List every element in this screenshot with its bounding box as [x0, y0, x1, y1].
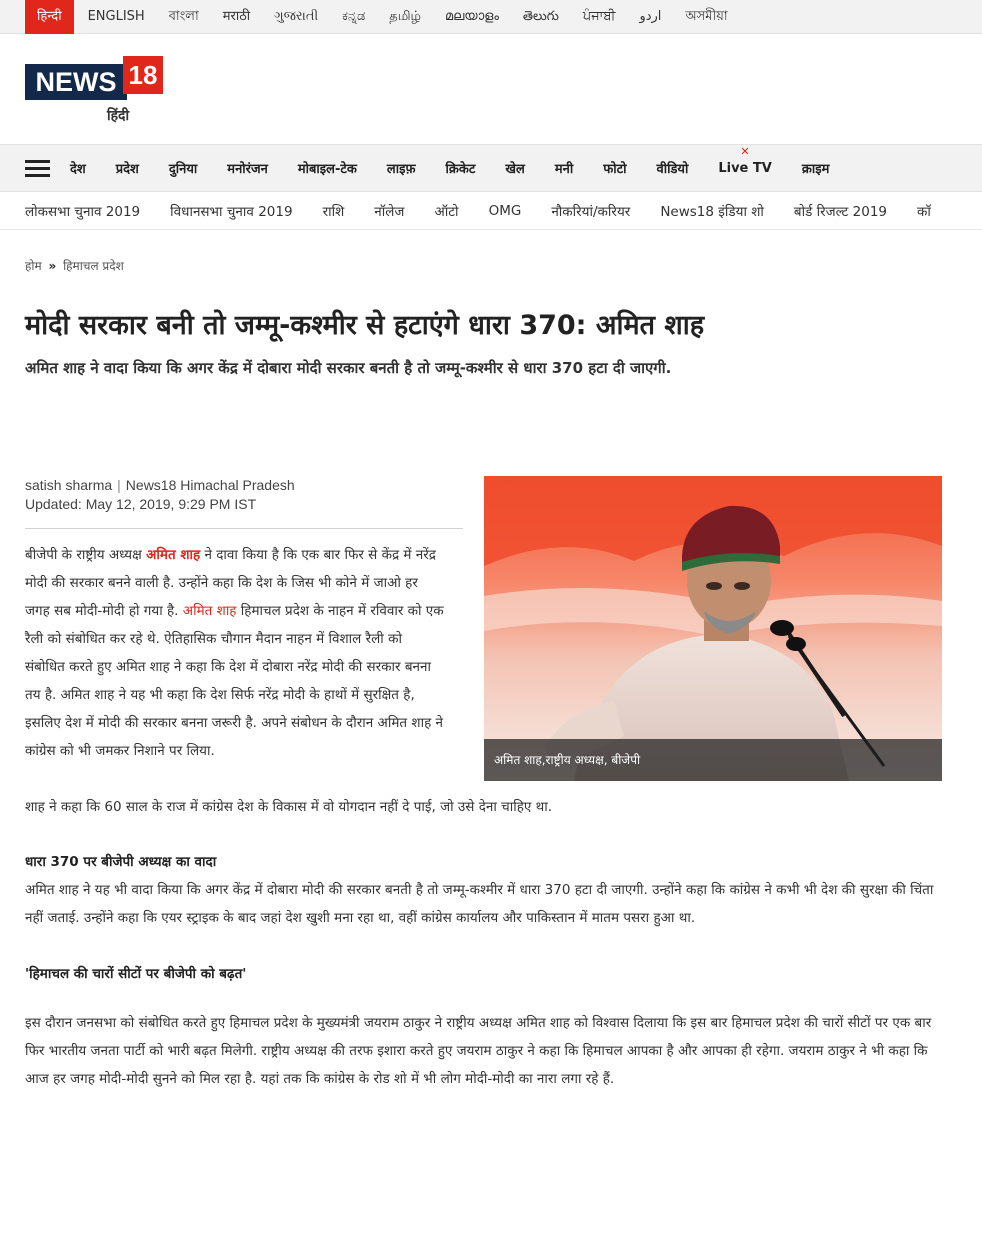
live-signal-icon: ✕	[740, 144, 750, 158]
lang-kannada[interactable]: ಕನ್ನಡ	[342, 9, 366, 24]
nav-item-money[interactable]: मनी	[554, 162, 574, 177]
main-nav	[0, 144, 982, 192]
article-paragraph-1	[25, 541, 445, 765]
nav-item-duniya[interactable]: दुनिया	[168, 162, 198, 177]
article-paragraph-3: इस दौरान जनसभा को संबोधित करते हुए हिमाचल प्रदेश के मुख्यमंत्री जयराम ठाकुर ने राष्ट्रीय अध्यक्ष अमित शाह को विश्वास दिलाया कि इस बार हिमाचल प्रदेश की चारों सीटों पर एक बार फिर भारतीय जनता पार्टी को भारी बढ़त मिलेगी. राष्ट्रीय अध्यक्ष की तरफ इशारा करते हुए जयराम ठाकुर ने कहा कि हिमाचल आपका है और आपका ही रहेगा. जयराम ठाकुर ने भी कहा कि आज हर जगह मोदी-मोदी सुनने को मिल रहा है. यहां तक कि कांग्रेस के रोड शो में भी लोग मोदी-मोदी का नारा लगा रहे हैं.	[25, 1015, 932, 1087]
byline-divider	[25, 528, 463, 529]
article-headline: मोदी सरकार बनी तो जम्मू-कश्मीर से हटाएंगे धारा 370: अमित शाह	[25, 310, 705, 341]
subnav-item-knowledge[interactable]: नॉलेज	[374, 204, 405, 220]
nav-item-mobile-tech[interactable]: मोबाइल-टेक	[297, 162, 357, 177]
updated-timestamp: Updated: May 12, 2019, 9:29 PM IST	[25, 496, 257, 512]
article-byline	[25, 476, 463, 514]
nav-item-crime[interactable]: क्राइम	[801, 162, 830, 177]
article-photo	[484, 476, 942, 781]
sub-nav	[0, 192, 982, 230]
subnav-item-auto[interactable]: ऑटो	[434, 204, 459, 220]
paragraph-text: बीजेपी के राष्ट्रीय अध्यक्ष	[25, 547, 147, 563]
lang-bangla[interactable]: বাংলা	[168, 9, 199, 24]
subnav-item-india-show[interactable]: News18 इंडिया शो	[660, 204, 764, 220]
nav-item-pradesh[interactable]: प्रदेश	[115, 162, 139, 177]
lang-hindi[interactable]: हिन्दी	[25, 0, 74, 34]
nav-item-desh[interactable]: देश	[70, 162, 86, 177]
paragraph-text: हिमाचल प्रदेश के नाहन में रविवार को एक रैली को संबोधित कर रहे थे. ऐतिहासिक चौगान मैदान नाहन में विशाल रैली को संबोधित करते हुए अमित शाह ने कहा कि देश में दोबारा नरेंद्र मोदी की सरकार बनना तय है. अमित शाह ने यह भी कहा कि देश सिर्फ नरेंद्र मोदी के हाथों में सुरक्षित है, इसलिए देश में मोदी की सरकार बनना जरूरी है. अपने संबोधन के दौरान अमित शाह ने कांग्रेस को भी जमकर निशाने पर लिया.	[25, 603, 444, 759]
logo-news-text: NEWS	[25, 64, 127, 100]
subnav-item-vidhansabha[interactable]: विधानसभा चुनाव 2019	[170, 204, 293, 220]
live-tv-label: Live TV	[718, 160, 772, 176]
subnav-item-career[interactable]: नौकरियां/करियर	[551, 204, 631, 220]
section-heading-himachal-seats: 'हिमाचल की चारों सीटों पर बीजेपी को बढ़त'	[25, 966, 247, 982]
subnav-item-loksabha[interactable]: लोकसभा चुनाव 2019	[25, 204, 141, 220]
subnav-item-rashi[interactable]: राशि	[322, 204, 345, 220]
nav-item-cricket[interactable]: क्रिकेट	[445, 162, 476, 177]
lang-malayalam[interactable]: മലയാളം	[445, 9, 499, 24]
article-paragraph-1-continued: शाह ने कहा कि 60 साल के राज में कांग्रेस देश के विकास में वो योगदान नहीं दे पाई, जो उसे देना चाहिए था.	[25, 799, 553, 815]
lang-gujarati[interactable]: ગુજરાતી	[274, 9, 319, 24]
lang-punjabi[interactable]: ਪੰਜਾਬੀ	[582, 9, 616, 24]
subnav-item-omg[interactable]: OMG	[488, 203, 522, 219]
article-image[interactable]	[484, 476, 942, 781]
nav-item-photo[interactable]: फोटो	[603, 162, 627, 177]
nav-item-live-tv[interactable]	[718, 144, 772, 176]
subnav-item-more[interactable]: कॉ	[917, 204, 931, 220]
lang-english[interactable]: ENGLISH	[87, 9, 145, 24]
logo-hindi-text: हिंदी	[107, 108, 130, 124]
lang-tamil[interactable]: தமிழ்	[389, 9, 422, 24]
lang-marathi[interactable]: मराठी	[222, 9, 251, 24]
amit-shah-link-1[interactable]: अमित शाह	[146, 547, 201, 563]
breadcrumb-separator: »	[48, 259, 57, 273]
author-name[interactable]: satish sharma	[25, 477, 113, 493]
breadcrumb-section[interactable]: हिमाचल प्रदेश	[63, 259, 124, 273]
breadcrumb	[25, 257, 124, 274]
nav-item-khel[interactable]: खेल	[505, 162, 525, 177]
paragraph-text: ने दावा किया है कि एक बार फिर से केंद्र में नरेंद्र मोदी की सरकार बनने वाली है. उन्होंने कहा कि देश के जिस भी कोने में जाओ हर जगह सब मोदी-मोदी हो गया है.	[25, 547, 436, 619]
section-heading-article-370: धारा 370 पर बीजेपी अध्यक्ष का वादा	[25, 854, 217, 870]
image-caption: अमित शाह,राष्ट्रीय अध्यक्ष, बीजेपी	[484, 739, 942, 781]
breadcrumb-home[interactable]: होम	[25, 259, 42, 273]
subnav-item-board-result[interactable]: बोर्ड रिजल्ट 2019	[793, 204, 887, 220]
lang-assamese[interactable]: অসমীয়া	[685, 9, 728, 24]
hamburger-menu-icon[interactable]	[25, 160, 50, 178]
lang-telugu[interactable]: తెలుగు	[522, 9, 559, 24]
nav-item-video[interactable]: वीडियो	[656, 162, 689, 177]
amit-shah-link-2[interactable]: अमित शाह	[182, 603, 237, 619]
logo-18-text: 18	[123, 56, 163, 94]
site-logo[interactable]	[25, 56, 163, 126]
article-source: News18 Himachal Pradesh	[125, 477, 295, 493]
article-subheadline: अमित शाह ने वादा किया कि अगर केंद्र में दोबारा मोदी सरकार बनती है तो जम्मू-कश्मीर से धारा 370 हटा दी जाएगी.	[25, 359, 672, 377]
byline-separator: |	[117, 477, 121, 493]
language-bar	[0, 0, 982, 34]
nav-item-life[interactable]: लाइफ़	[386, 162, 416, 177]
lang-urdu[interactable]: اردو	[639, 9, 662, 24]
article-paragraph-2: अमित शाह ने यह भी वादा किया कि अगर केंद्र में दोबारा मोदी की सरकार बनती है तो जम्मू-कश्मीर में धारा 370 हटा दी जाएगी. उन्होंने कहा कि कांग्रेस ने कभी भी देश की सुरक्षा की चिंता नहीं जताई. उन्होंने कहा कि एयर स्ट्राइक के बाद जहां देश खुशी मना रहा था, वहीं कांग्रेस कार्यालय और पाकिस्तान में मातम पसरा हुआ था.	[25, 882, 934, 926]
nav-item-manoranjan[interactable]: मनोरंजन	[227, 162, 268, 177]
